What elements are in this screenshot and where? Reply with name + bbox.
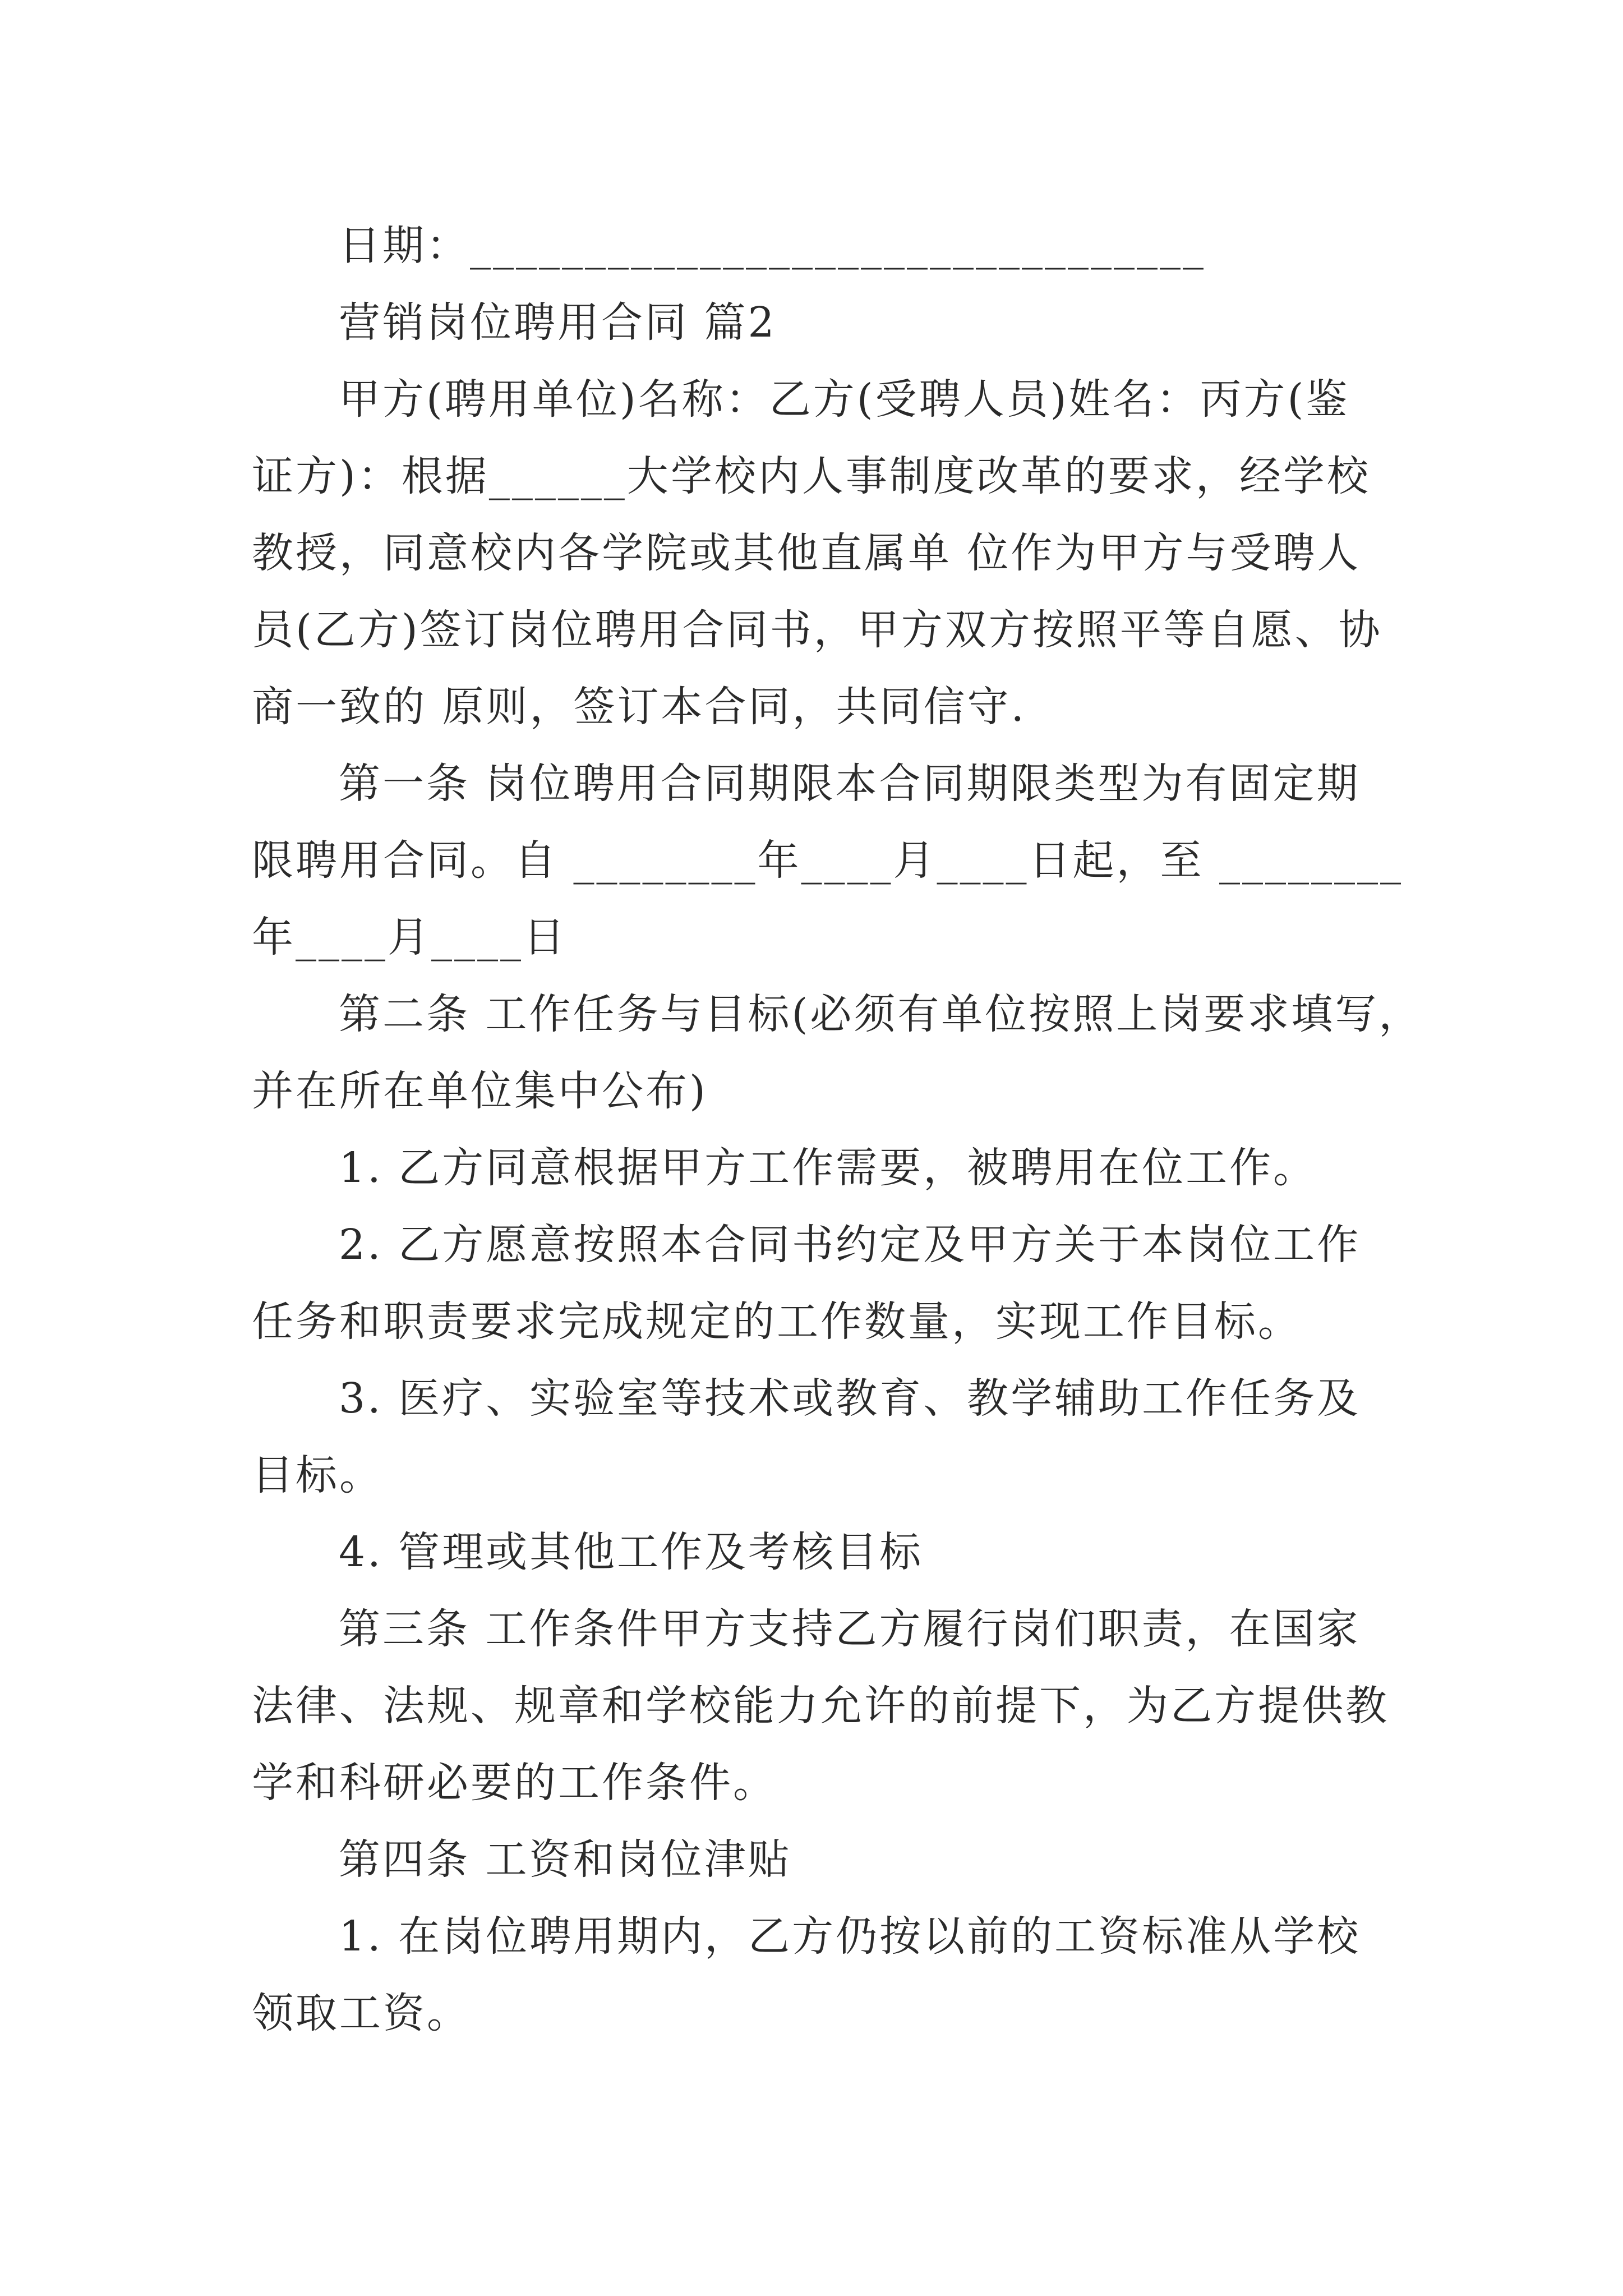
paragraph-line: 年____月____日	[252, 913, 567, 961]
paragraph-line: 学和科研必要的工作条件。	[252, 1759, 777, 1807]
paragraph-line: 甲方(聘用单位)名称：乙方(受聘人员)姓名：丙方(鉴	[339, 375, 1350, 424]
paragraph-line: 任务和职责要求完成规定的工作数量，实现工作目标。	[252, 1297, 1302, 1346]
paragraph-line: 商一致的 原则，签订本合同，共同信守.	[252, 683, 1027, 731]
paragraph-line: 限聘用合同。自 ________年____月____日起，至 ________	[252, 836, 1404, 885]
paragraph-line: 证方)：根据______大学校内人事制度改革的要求，经学校	[252, 452, 1371, 500]
article-4-heading: 第四条 工资和岗位津贴	[339, 1835, 792, 1884]
list-item: 4. 管理或其他工作及考核目标	[339, 1528, 924, 1576]
document-body	[252, 208, 1423, 2052]
date-line: 日期：________________________________	[339, 222, 1206, 270]
article-1-heading: 第一条 岗位聘用合同期限本合同期限类型为有固定期	[339, 760, 1361, 808]
paragraph-line: 员(乙方)签订岗位聘用合同书，甲方双方按照平等自愿、协	[252, 606, 1382, 654]
list-item: 3. 医疗、实验室等技术或教育、教学辅助工作任务及	[339, 1374, 1361, 1423]
paragraph-line: 法律、法规、规章和学校能力允许的前提下，为乙方提供教	[252, 1682, 1389, 1730]
list-item: 1. 乙方同意根据甲方工作需要，被聘用在位工作。	[339, 1144, 1317, 1192]
article-3-heading: 第三条 工作条件甲方支持乙方履行岗们职责，在国家	[339, 1605, 1361, 1653]
list-item: 2. 乙方愿意按照本合同书约定及甲方关于本岗位工作	[339, 1221, 1361, 1269]
list-item: 1. 在岗位聘用期内，乙方仍按以前的工资标准从学校	[339, 1912, 1361, 1961]
paragraph-line: 领取工资。	[252, 1989, 471, 2037]
paragraph-line: 目标。	[252, 1451, 383, 1499]
article-2-heading: 第二条 工作任务与目标(必须有单位按照上岗要求填写，	[339, 990, 1423, 1038]
paragraph-line: 教授，同意校内各学院或其他直属单 位作为甲方与受聘人	[252, 529, 1361, 577]
contract-title: 营销岗位聘用合同 篇2	[339, 298, 777, 347]
paragraph-line: 并在所在单位集中公布)	[252, 1067, 708, 1115]
